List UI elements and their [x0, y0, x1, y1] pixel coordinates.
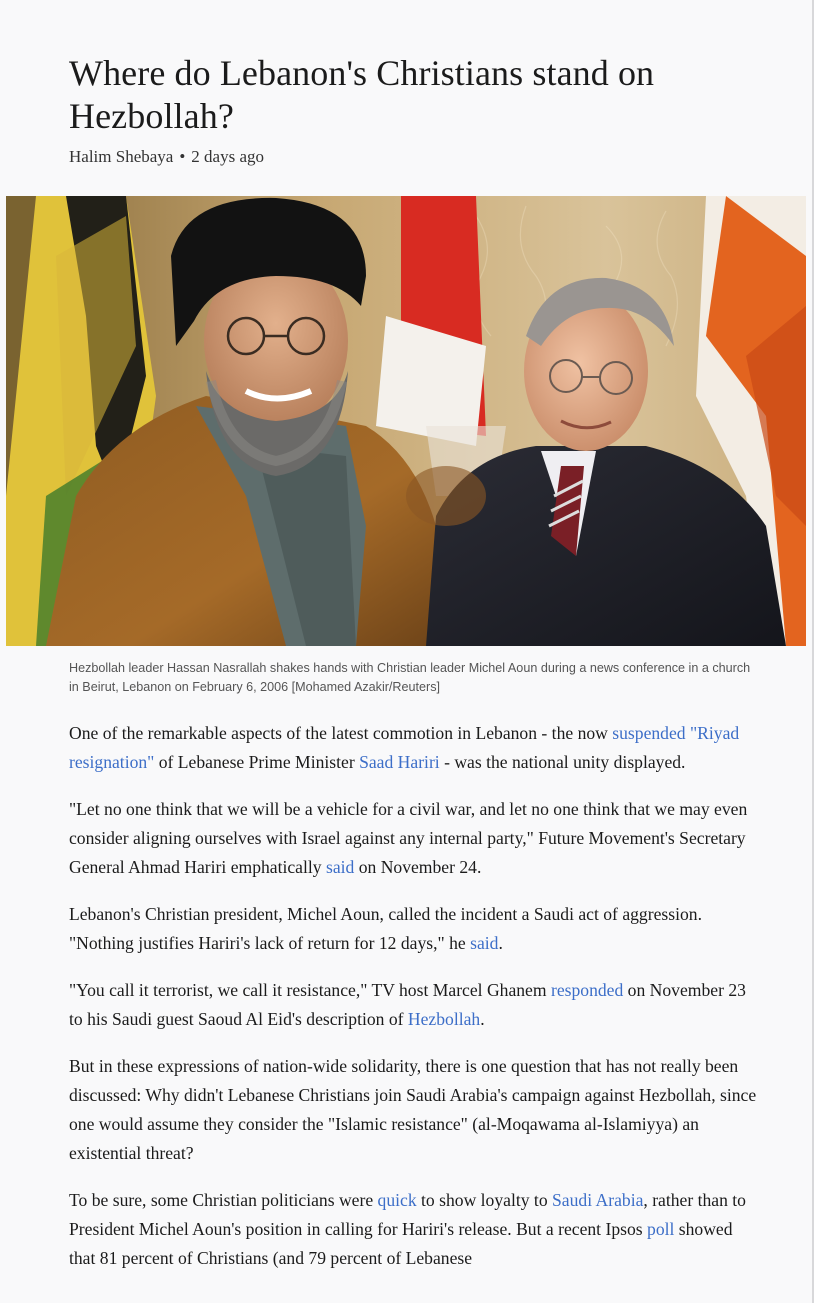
article-header	[69, 52, 759, 168]
photo-caption: Hezbollah leader Hassan Nasrallah shakes hands with Christian leader Michel Aoun during a news conference in a church in Beirut, Lebanon on February 6, 2006 [Mohamed Azakir/Reuters]	[69, 661, 751, 694]
said-link[interactable]: said	[325, 857, 355, 877]
suspended-riyad-resignation-link[interactable]: suspended "Riyad resignation"	[69, 723, 740, 772]
text: "You call it terrorist, we call it resistance," TV host Marcel Ghanem	[69, 980, 551, 1000]
article-title: Where do Lebanon's Christians stand on Hezbollah?	[69, 53, 655, 136]
text: Lebanon's Christian president, Michel Aoun, called the incident a Saudi act of aggression. "Nothing justifies Hariri's lack of return for 12 days," he	[69, 904, 702, 953]
byline-separator: •	[179, 147, 186, 166]
text: .	[480, 1009, 485, 1029]
article-body	[69, 719, 759, 1291]
publish-time: 2 days ago	[191, 147, 265, 166]
article-photo	[6, 196, 806, 646]
responded-link[interactable]: responded	[550, 980, 624, 1000]
paragraph-5	[69, 1052, 759, 1168]
byline	[69, 146, 759, 168]
text: One of the remarkable aspects of the latest commotion in Lebanon - the now	[69, 723, 613, 743]
hezbollah-link[interactable]: Hezbollah	[407, 1009, 481, 1029]
paragraph-1	[69, 719, 759, 777]
text: on November 24.	[354, 857, 482, 877]
paragraph-3	[69, 900, 759, 958]
text: "Let no one think that we will be a vehicle for a civil war, and let no one think that we may even consider aligning ourselves with Israel against any internal party," Future Movement's Secretary General Ahmad Hariri emphatically	[69, 799, 748, 877]
text: To be sure, some Christian politicians were	[69, 1190, 378, 1210]
text: on November 23 to his Saudi guest Saoud Al Eid's description of	[69, 980, 746, 1029]
text: , rather than to President Michel Aoun's position in calling for Hariri's release. But a recent Ipsos	[69, 1190, 746, 1239]
text: to show loyalty to	[416, 1190, 553, 1210]
paragraph-2	[69, 795, 759, 882]
paragraph-4	[69, 976, 759, 1034]
said-link[interactable]: said	[470, 933, 499, 953]
saad-hariri-link[interactable]: Saad Hariri	[359, 752, 440, 772]
text: .	[498, 933, 503, 953]
author-name: Halim Shebaya	[69, 147, 174, 166]
saudi-arabia-link[interactable]: Saudi Arabia	[552, 1190, 644, 1210]
text: showed that 81 percent of Christians (and 79 percent of Lebanese	[69, 1219, 733, 1268]
text: of Lebanese Prime Minister	[154, 752, 360, 772]
text: But in these expressions of nation-wide solidarity, there is one question that has not really been discussed: Why didn't Lebanese Christians join Saudi Arabia's campaign against Hezbollah, since one would assume they consider the "Islamic resistance" (al-Moqawama al-Islamiyya) an existential threat?	[69, 1056, 757, 1163]
text: - was the national unity displayed.	[439, 752, 686, 772]
poll-link[interactable]: poll	[647, 1219, 675, 1239]
paragraph-6	[69, 1186, 759, 1273]
quick-link[interactable]: quick	[377, 1190, 417, 1210]
